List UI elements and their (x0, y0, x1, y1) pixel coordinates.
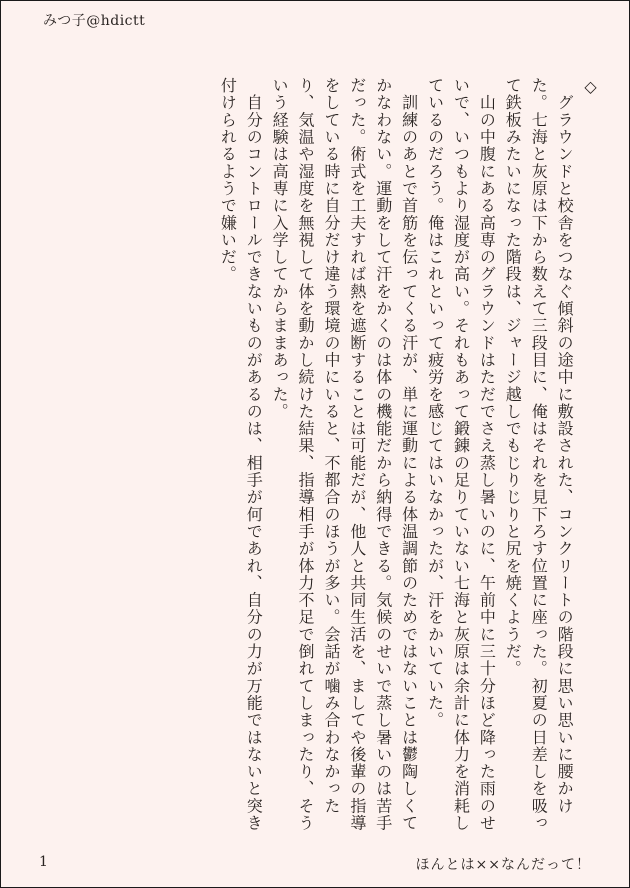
footer-title: ほんとは××なんだって！ (415, 857, 591, 873)
vertical-body-text: ◇ グラウンドと校舎をつなぐ傾斜の途中に敷設された、コンクリートの階段に思い思いに腰かけた。七海と灰原は下から数えて三段目に、俺はそれを見下ろす位置に座った。初夏の日差しを吸って鉄板みたいになった階段は、ジャージ越しでもじりじりと尻を焼くようだ。 山の中腹にある高専のグラウンドはただでさえ蒸し暑いのに、午前中に三十分ほど降った雨のせいで、いつもより湿度が高い。それもあって鍛錬の足りていない七海と灰原は余計に体力を消耗しているのだろう。俺はこれといって疲労を感じてはいなかったが、汗をかいていた。 訓練のあとで首筋を伝ってくる汗が、単に運動による体温調節のためではないことは鬱陶しくてかなわない。運動をして汗をかくのは体の機能だから納得できる。気候のせいで蒸し暑いのは苦手だった。術式を工夫すれば熱を遮断することは可能だが、他人と共同生活を、ましてや後輩の指導をしている時に自分だけ違う環境の中にいると、不都合のほうが多い。会話が噛み合わなかったり、気温や湿度を無視して体を動かし続けた結果、指導相手が体力不足で倒れてしまったり、そういう経験は高専に入学してからままあった。 自分のコントロールできないものがあるのは、相手が何であれ、自分の力が万能ではないと突き付けられるようで嫌いだ。 (218, 77, 600, 832)
page-number: 1 (39, 854, 48, 870)
author-handle: みつ子@hdictt (43, 13, 146, 29)
